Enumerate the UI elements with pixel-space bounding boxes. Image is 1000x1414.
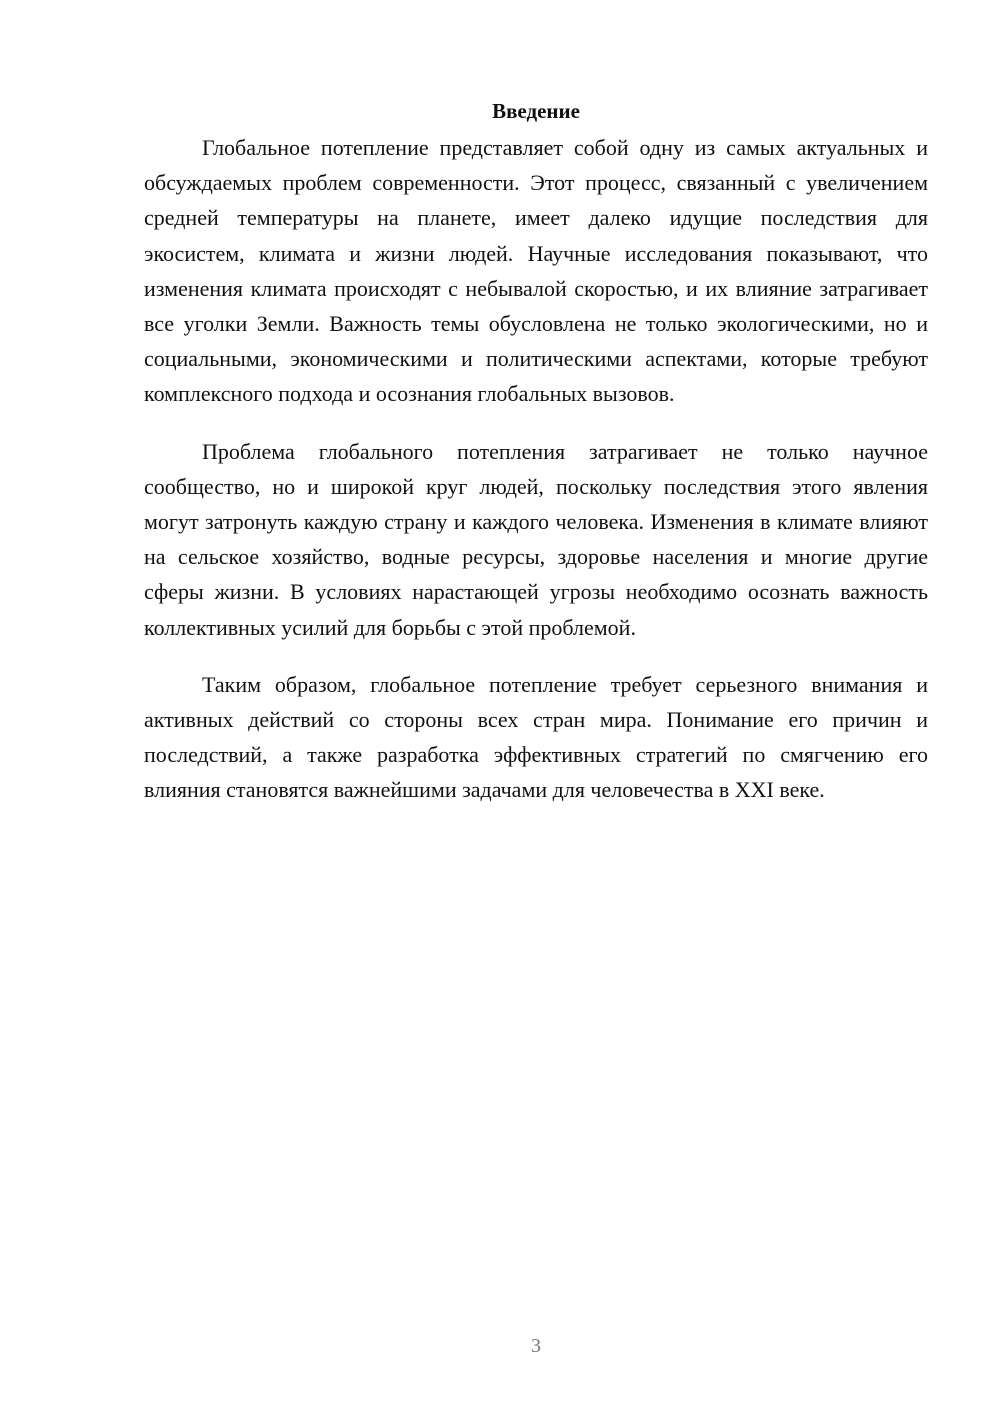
paragraph-2: Проблема глобального потепления затрагивает не только научное сообщество, но и широкой круг людей, поскольку последствия этого явления могут затронуть каждую страну и каждого человека. Изменения в климате влияют на сельское хозяйство, водные ресурсы, здоровье населения и многие другие сферы жизни. В условиях нарастающей угрозы необходимо осознать важность коллективных усилий для борьбы с этой проблемой. <box>144 438 928 640</box>
section-heading: Введение <box>492 99 580 123</box>
page-number: 3 <box>531 1335 541 1357</box>
page-content <box>144 96 928 830</box>
paragraph-1: Глобальное потепление представляет собой одну из самых актуальных и обсуждаемых проблем современности. Этот процесс, связанный с увеличением средней температуры на планете, имеет далеко идущие последствия для экосистем, климата и жизни людей. Научные исследования показывают, что изменения климата происходят с небывалой скоростью, и их влияние затрагивает все уголки Земли. Важность темы обусловлена не только экологическими, но и социальными, экономическими и политическими аспектами, которые требуют комплексного подхода и осознания глобальных вызовов. <box>144 135 928 407</box>
paragraph-3: Таким образом, глобальное потепление требует серьезного внимания и активных действий со стороны всех стран мира. Понимание его причин и последствий, а также разработка эффективных стратегий по смягчению его влияния становятся важнейшими задачами для человечества в XXI веке. <box>144 671 928 803</box>
